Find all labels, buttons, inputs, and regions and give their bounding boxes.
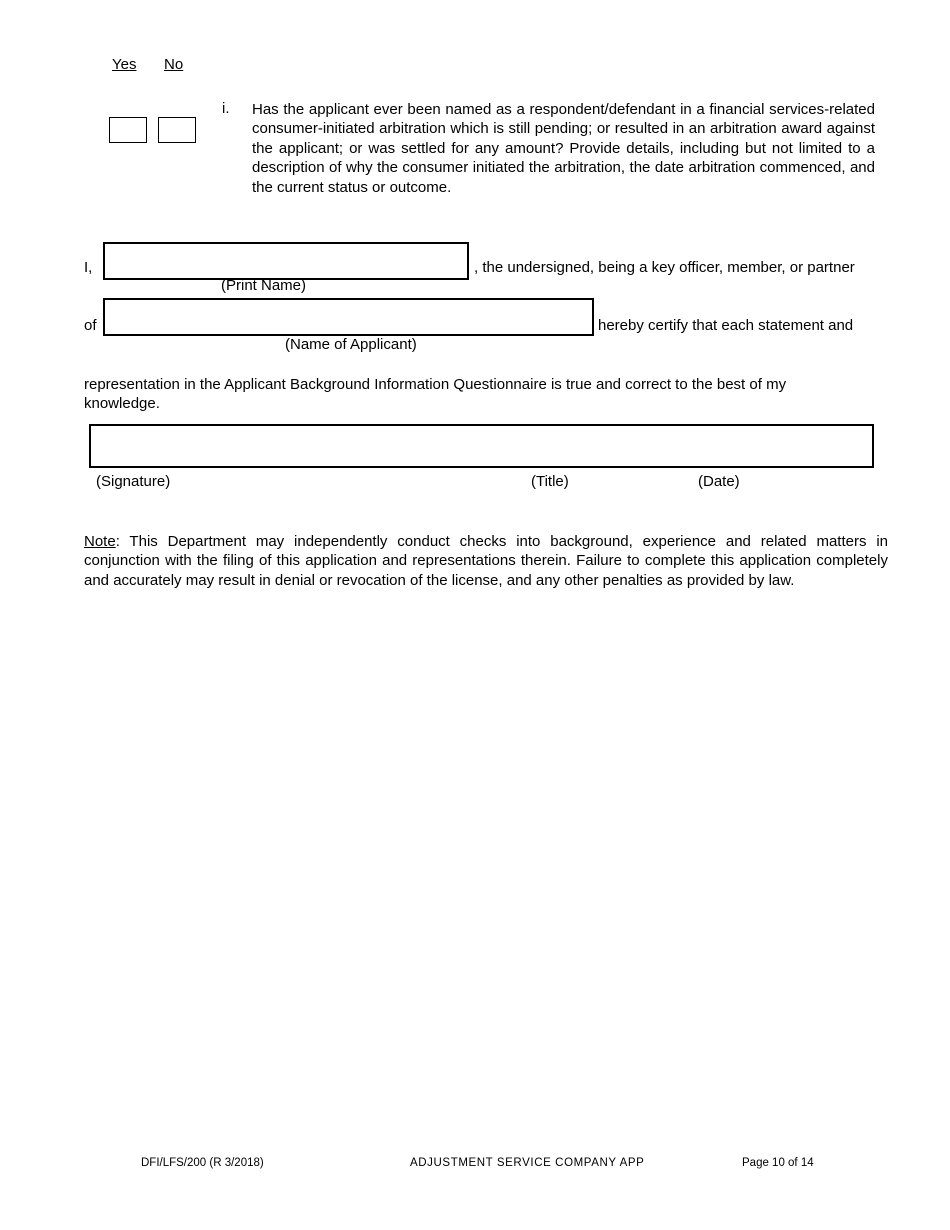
yes-column-label: Yes — [112, 56, 137, 73]
certify-continuation: representation in the Applicant Background Information Questionnaire is true and correct to the best of my knowledge. — [84, 376, 787, 413]
footer-form-title: ADJUSTMENT SERVICE COMPANY APP — [410, 1157, 645, 1169]
signature-caption: (Signature) — [96, 473, 171, 490]
applicant-name-caption: (Name of Applicant) — [285, 336, 417, 353]
certify-after-applicant: hereby certify that each statement and — [598, 317, 854, 334]
certify-prefix-i: I, — [84, 259, 93, 276]
certify-after-name: , the undersigned, being a key officer, member, or partner — [474, 259, 855, 276]
yes-checkbox[interactable] — [109, 117, 147, 143]
signature-title-date-input[interactable] — [89, 424, 874, 468]
title-caption: (Title) — [531, 473, 569, 490]
no-column-label: No — [164, 56, 184, 73]
date-caption: (Date) — [698, 473, 740, 490]
footer-form-id: DFI/LFS/200 (R 3/2018) — [141, 1157, 264, 1169]
applicant-name-input[interactable] — [103, 298, 594, 336]
no-checkbox[interactable] — [158, 117, 196, 143]
question-marker: i. — [222, 100, 230, 117]
question-text: Has the applicant ever been named as a respondent/defendant in a financial services-related consumer-initiated arbitration which is still pending; or resulted in an arbitration award against the applicant; or was settled for any amount? Provide details, including but not limited to a description of why the consumer initiated the arbitration, the date arbitration commenced, and the current status or outcome. — [252, 101, 875, 196]
print-name-caption: (Print Name) — [221, 277, 307, 294]
print-name-input[interactable] — [103, 242, 469, 280]
note-text: : This Department may independently conduct checks into background, experience and related matters in conjunction with the filing of this application and representations therein. Failure to complete this application completely and accurately may result in denial or revocation of the license, and any other penalties as provided by law. — [84, 533, 888, 589]
note-paragraph — [84, 532, 888, 590]
footer-page-number: Page 10 of 14 — [742, 1157, 814, 1169]
certify-prefix-of: of — [84, 317, 97, 334]
note-label: Note — [84, 533, 116, 550]
